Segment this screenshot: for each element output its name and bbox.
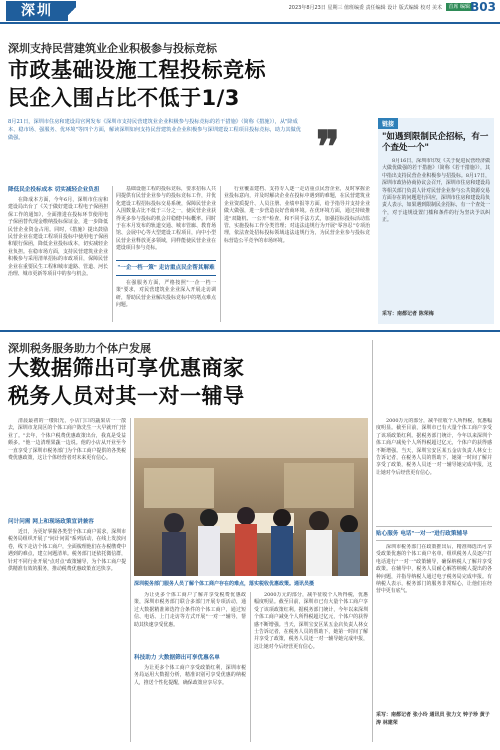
story1-lead: 8月21日，深圳市住房和建设局官网发布《深圳市支持民营建筑业企业积极参与投标竞标的若干措施》（简称《措施》），从"降成本、稳市场、强服务、优环境"等四个方面，解读深圳如何支持民营建筑业企业积极参与深圳建设工程项目投标竞标，助力其做优做强。 [8,119,301,141]
divider [220,186,221,322]
pull-quote-rule-bottom [116,275,216,276]
story2-col2-text: 为让更多个体工商户了解并享受税费优惠政策，深圳市税务部门联合多部门开展专项活动，通过大数据精准筛选符合条件的个体工商户，通过短信、电话、上门走访等方式开展"一对一"辅导，帮助其快速享受优惠。 [134,592,246,628]
quote-mark-icon: ❞ [316,122,340,173]
pull-quote-rule-top [116,260,216,261]
masthead-info: 2023年8月23日 星期三 值班编委 责任编辑 设计 版式编辑 校对 美术 [288,5,442,11]
story1-col3-text: 行业覆盖建档、支持专人逐一走访重点民营企业，及时掌握企业投标意向，并及时解决企业在投标中遇到的难题，在民营建筑业企业资质提升、人员注册、业绩申报等方面，给予指导并支持企业做大做强，进一步营造良好营商环境。在优环境方面，通过持续推进"双随机、一公开"检查，和不同手法方式，加强招标投标活动监管，实施投标工作分类管理；对违法违规行为开展"零容忍"专项治理，依法查处招标投标领域违法违规行为，为民营企业参与投标竞标营造公平竞争的市场环境。 [224,186,370,244]
story2-headline-line1: 大数据筛出可享优惠商家 [8,356,245,380]
story2-byline: 采写：南都记者 张小玲 通讯员 张力文 钟子珍 黄子涛 林建荣 [376,712,490,726]
story2-sidebar-subhead: 贴心服务 电话"一对一"进行政策辅导 [376,531,468,537]
story1-col2b-text: 在强服务方面，严格按照"一企一档一策"要求，对民营建筑业企业深入开展走访调研，帮助民营企业解决投标竞标中的堵点难点问题。 [116,280,216,309]
divider [112,186,113,322]
story2-col1b-text: 近日，为更好掌握各类型个体工商户需求，深圳市税务局组织开展了"问计问需"系列活动，在线上发放问卷，线下走访个体工商户，全面梳理他们在办税缴费中遇到的难点，建立问题清单。税务部门还依托微信群，针对不同行业开展"点对点"政策辅导，为个体工商户提供精准有效的服务，推动税费优惠政策直达快享。 [8,529,126,573]
story1-col2-text: 基础设施工程的投标竞标，要求招标人共同提供有民营企业参与的投标竞标工作，并优化建设工程招标投标交易系统，保障民营企业入围数量占比不低于三分之一，使民营企业获得更多参与投标的机会并稳健中标概率。同时于在本月发布的轨道交通、城市管廊、教育场馆、会展中心等大型建设工程项目，向中小型民营企业释放更多领域，同样能使民营企业在建设项目参与竞标。 [116,186,216,252]
masthead-rule [0,22,500,24]
story2-col2b-text: 为让更多个体工商户享受政策红利，深圳市税务局运用大数据分析，精准识别可享受优惠的纳税人，推送个性化提醒，确保政策应享尽享。 [134,665,246,686]
section-divider [0,330,500,332]
story1-col1-text: 在降成本方面，今年6月，深圳市住房和建设局出台了《关于做好建设工程电子保函担保工作的通知》，全面推进在投标环节使用电子保函替代现金缴纳投标保证金，进一步降低民营企业资金占用。同时，《措施》提出鼓励民营企业在建设工程项目投标中使用电子保函和银行保函，降低企业投标成本，切实减轻企业负担。在稳市场方面，支持民营建筑业企业积极参与采用清单招标的市政项目，保障民营企业在重要民生工程和城市道路、管道、河长治理、城市更新等项目中的参与机会。 [8,197,108,278]
story2-col2 [134,592,246,742]
page-number: B03 [470,0,496,14]
sidebar-rule [376,526,492,527]
masthead [0,0,500,22]
story2-kicker: 深圳税务服务助力个体户发展 [8,342,151,355]
story1-col3 [224,186,370,322]
news-photo [134,418,368,576]
story2-col2-subhead: 科技助力 大数据筛出可享优惠名单 [134,655,220,661]
divider [372,340,373,742]
section-tag: 深圳 [6,1,68,21]
sidebar-rule [376,540,492,541]
sidebar-text-body: 8月16日，深圳市印发《关于促进民营经济做大做优做强的若干措施》（简称《若干措施》），其中指出支持民营企业积极参与招投标。8月17日，深圳市政协协商协议会召开，深圳市住房和建设局等相关部门负责人针对民营企业参与公共资源交易方面存在的问题进行回应，深圳市住房和建设局负责人表示，如果遇到限制民企招标，有一个查处一个，对于违规设置门槛和条件的行为坚决予以纠正。 [382,158,490,224]
story2-right-text: 2000万元的部分，减半征收个人所得税，优惠幅度明显。截至目前，深圳市已有大量个体工商户享受了该项政策红利。据税务部门统计，今年以来深圳个体工商户减免个人所得税超过亿元，个体户的获得感不断增强。当天，深圳宝安区某五金店负责人林女士告诉记者，在税务人员的帮助下，她第一时间了解并享受了政策，税务人员还一对一辅导她完成申报，这让她对今后经营更有信心。 [376,418,492,476]
photo-caption: 深圳税务部门服务人员了解个体工商户存在的难点，落实税收优惠政策。通讯员摄 [134,581,315,587]
divider [130,418,131,742]
divider [250,592,251,742]
story1-sidebar [378,118,494,324]
sidebar-byline: 采写：南都记者 陈荣梅 [382,311,434,317]
story2-col1-subhead: 问计问需 网上和现场政策宣讲兼容 [8,519,94,525]
story2-col3 [254,592,368,742]
story2-col1-text: 清晨最初的一缕阳光，小店门口的蔬果店一一散去，深圳市龙岗区的个体工商户陈先生一大早就开门营业了。"去年，个体户税费优惠政策出台，我真是受益颇多。"他一边清理果蔬一边说。他的小店从开业至今一直享受了深圳市税务部门为个体工商户提供的各类税费优惠政策，这让个体经营者对未来更有信心。 [8,418,126,462]
story2-sidebar-text [376,544,492,708]
story2-sidebar-body: 深圳市税务部门在政策推出后，精准筛选出可享受政策优惠的个体工商户名单，组织税务人员逐户打电话进行"一对一"政策辅导，确保纳税人了解并享受政策。在辅导中，税务人员耐心解答纳税人提出的各种问题，并指导纳税人通过电子税务局完成申报。有纳税人表示，税务部门的服务非常贴心，让他们在经营中更有底气。 [376,544,492,595]
story1-pull-quote: "一企一档一策" 走访重点民企帮其解难 [117,265,215,271]
editor-tag: 首席 编辑 [448,4,470,10]
story2-headline-line2: 税务人员对其一对一辅导 [8,384,245,408]
story1-col1-subhead: 降低民企投标成本 切实减轻企业负担 [8,187,100,193]
story2-right-col [376,418,492,518]
story1-col2 [116,186,216,322]
story1-headline-line2: 民企入围占比不低于1/3 [8,86,240,110]
sidebar-title: "如遇到限制民企招标，有一个查处一个" [382,132,489,153]
sidebar-text [382,158,490,304]
story1-headline-line1: 市政基础设施工程投标竞标 [8,58,266,82]
section-tag-tail [68,1,76,21]
sidebar-link-tag: 链接 [378,118,398,129]
story2-col3-text: 2000万元的部分，减半征收个人所得税，优惠幅度明显。截至目前，深圳市已有大量个体工商户享受了该项政策红利。据税务部门统计，今年以来深圳个体工商户减免个人所得税超过亿元，个体户的获得感不断增强。当天，深圳宝安区某五金店负责人林女士告诉记者，在税务人员的帮助下，她第一时间了解并享受了政策，税务人员还一对一辅导她完成申报，这让她对今后经营更有信心。 [254,592,368,650]
story1-col1 [8,186,108,322]
photo-scene [134,418,368,576]
story1-kicker: 深圳支持民营建筑业企业积极参与投标竞标 [8,42,217,55]
story2-col1 [8,418,126,742]
